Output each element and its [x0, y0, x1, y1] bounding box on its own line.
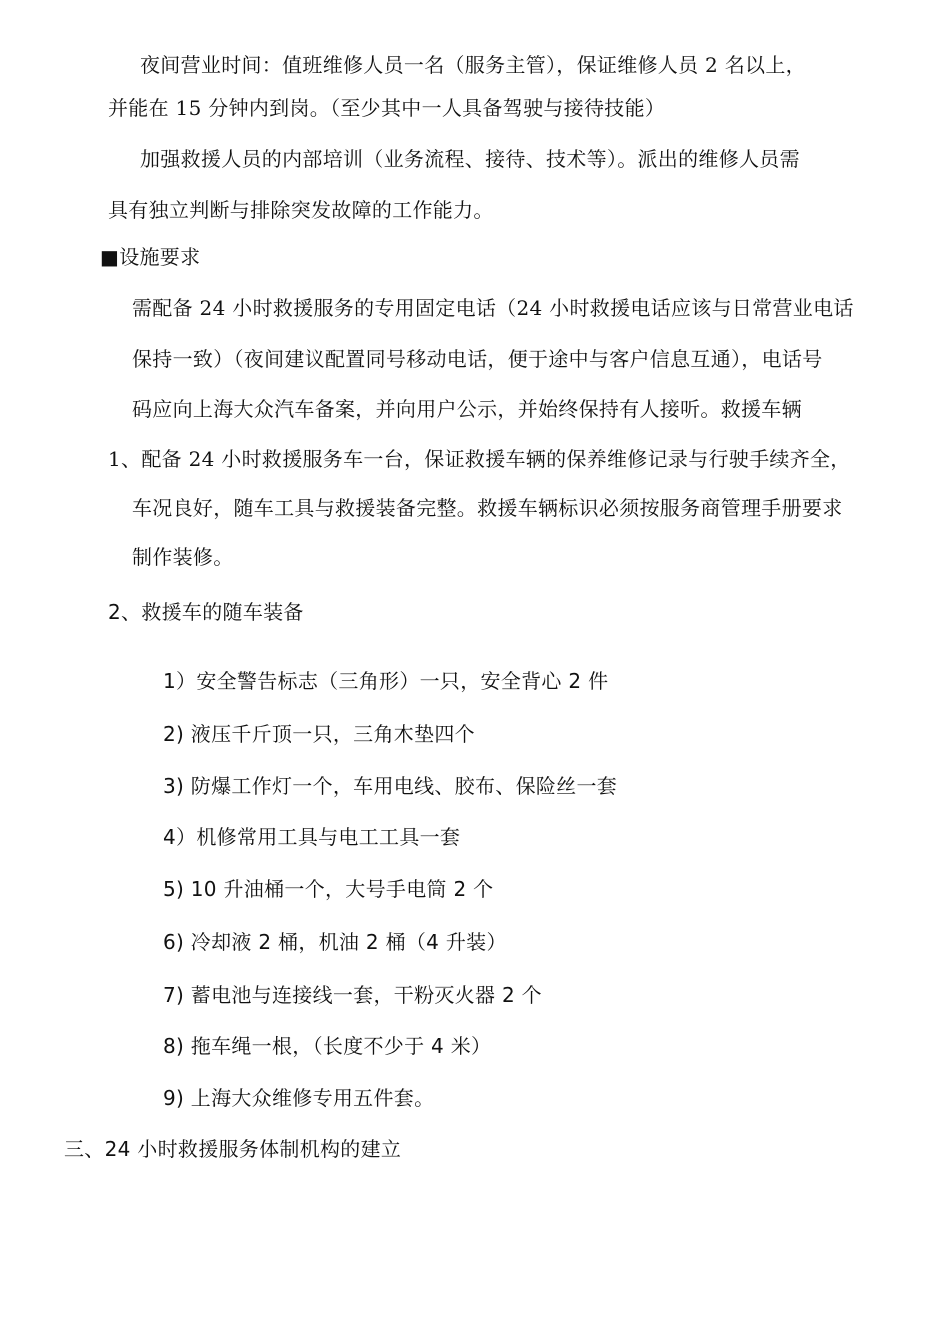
equipment-item-5: 5) 10 升油桶一个，大号手电筒 2 个 [163, 877, 494, 901]
vehicle-item-1-line-2: 车况良好，随车工具与救援装备完整。救援车辆标识必须按服务商管理手册要求 [132, 496, 843, 520]
equipment-item-4: 4）机修常用工具与电工工具一套 [163, 825, 461, 849]
equipment-item-8: 8) 拖车绳一根，（长度不少于 4 米） [163, 1034, 492, 1058]
equipment-item-3: 3) 防爆工作灯一个，车用电线、胶布、保险丝一套 [163, 774, 618, 798]
phone-line-3: 码应向上海大众汽车备案，并向用户公示，并始终保持有人接听。救援车辆 [132, 397, 802, 421]
training-line-2: 具有独立判断与排除突发故障的工作能力。 [108, 198, 494, 222]
night-hours-line-1: 夜间营业时间：值班维修人员一名（服务主管），保证维修人员 2 名以上， [140, 53, 806, 77]
equipment-item-7: 7) 蓄电池与连接线一套，干粉灭火器 2 个 [163, 983, 542, 1007]
vehicle-item-2-title: 2、救援车的随车装备 [108, 600, 304, 624]
facilities-heading: ■设施要求 [100, 245, 201, 269]
phone-line-2: 保持一致）（夜间建议配置同号移动电话，便于途中与客户信息互通），电话号 [132, 347, 823, 371]
equipment-item-1: 1）安全警告标志（三角形）一只，安全背心 2 件 [163, 669, 609, 693]
vehicle-item-1-line-3: 制作装修。 [132, 545, 234, 569]
equipment-item-9: 9) 上海大众维修专用五件套。 [163, 1086, 435, 1110]
training-line-1: 加强救援人员的内部培训（业务流程、接待、技术等）。派出的维修人员需 [140, 147, 800, 171]
section-3-heading: 三、24 小时救援服务体制机构的建立 [64, 1137, 402, 1161]
phone-line-1: 需配备 24 小时救援服务的专用固定电话（24 小时救援电话应该与日常营业电话 [132, 296, 854, 320]
equipment-item-2: 2) 液压千斤顶一只，三角木垫四个 [163, 722, 475, 746]
vehicle-item-1-line-1: 1、配备 24 小时救援服务车一台，保证救援车辆的保养维修记录与行驶手续齐全， [108, 447, 851, 471]
night-hours-line-2: 并能在 15 分钟内到岗。（至少其中一人具备驾驶与接待技能） [108, 96, 666, 120]
equipment-item-6: 6) 冷却液 2 桶，机油 2 桶（4 升装） [163, 930, 507, 954]
